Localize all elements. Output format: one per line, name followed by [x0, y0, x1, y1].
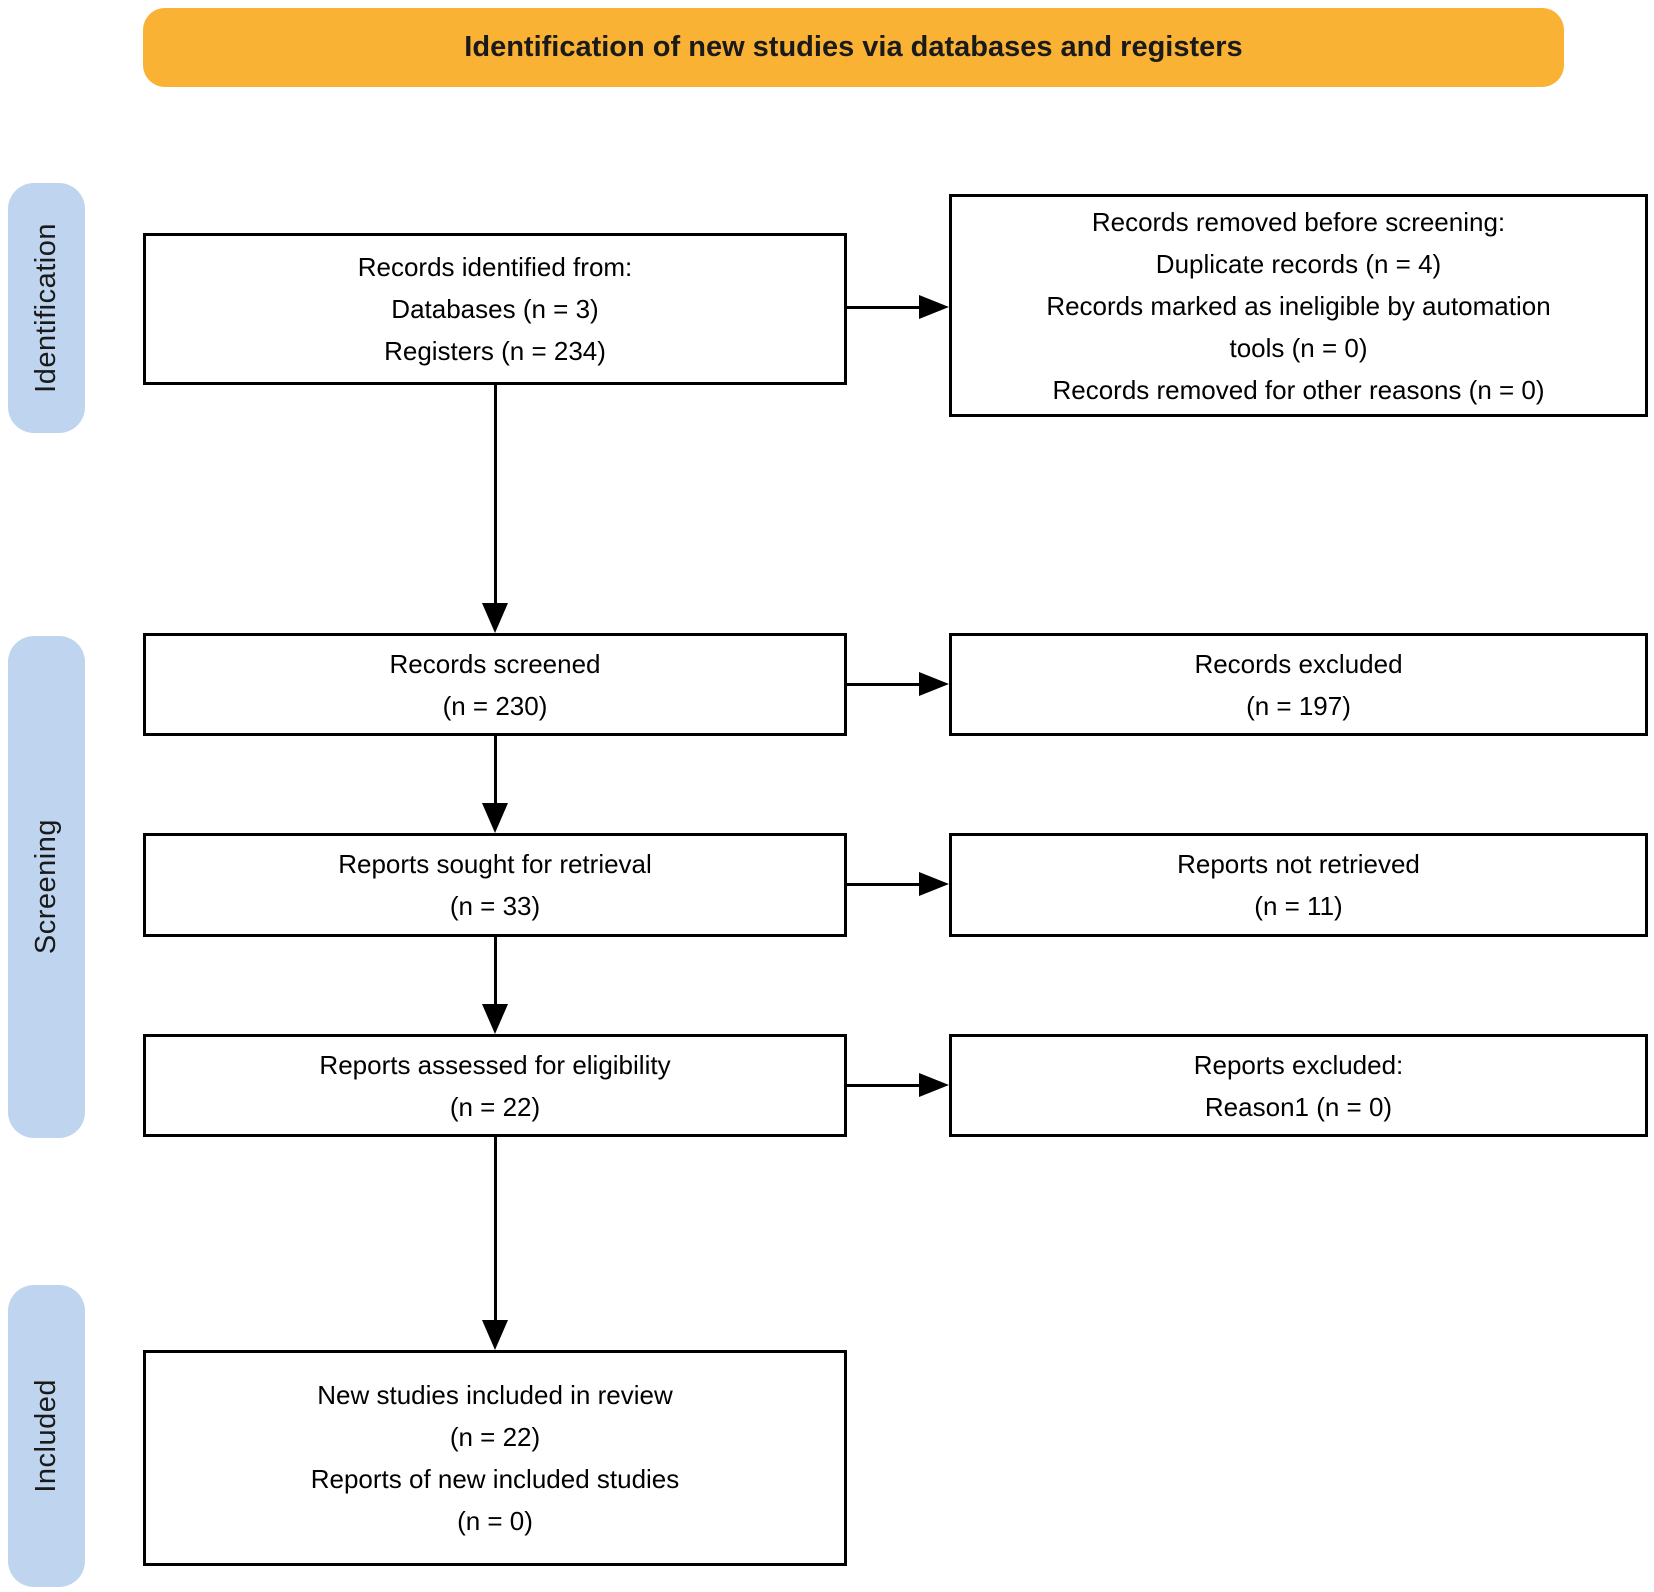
- box-text-line: Reports assessed for eligibility: [319, 1049, 671, 1080]
- stage-bar-screening: [8, 636, 85, 1138]
- records-removed-box: [949, 194, 1648, 417]
- box-text-line: (n = 230): [442, 690, 548, 721]
- reports-assessed-box: [143, 1034, 847, 1137]
- arrow-line: [847, 883, 919, 886]
- arrow-right-icon: [919, 872, 949, 896]
- diagram-title-banner: [143, 8, 1564, 87]
- box-text-line: Records removed for other reasons (n = 0): [1052, 374, 1545, 405]
- box-text-line: Records marked as ineligible by automation: [1046, 290, 1551, 321]
- box-text-line: Records screened: [389, 648, 601, 679]
- box-text-line: (n = 22): [449, 1422, 541, 1452]
- box-text-line: Reports not retrieved: [1177, 849, 1420, 879]
- box-text-line: Reason1 (n = 0): [1204, 1091, 1393, 1122]
- reports-sought-box: [143, 833, 847, 937]
- arrow-line: [494, 937, 497, 1004]
- box-text-line: Reports excluded:: [1193, 1049, 1404, 1080]
- stage-label-screening: Screening: [30, 819, 62, 955]
- stage-bar-identification: [8, 183, 85, 433]
- arrow-line: [847, 1084, 919, 1087]
- box-text-line: New studies included in review: [317, 1380, 673, 1410]
- arrow-right-icon: [919, 295, 949, 319]
- reports-excluded-box: [949, 1034, 1648, 1137]
- stage-label-identification: Identification: [30, 223, 62, 393]
- box-text-line: (n = 22): [449, 1091, 541, 1122]
- arrow-right-icon: [919, 1073, 949, 1097]
- arrow-line: [847, 683, 919, 686]
- box-text-line: Records identified from:: [357, 252, 633, 282]
- arrow-line: [494, 1137, 497, 1320]
- reports-not-retrieved-box: [949, 833, 1648, 937]
- stage-label-included: Included: [30, 1379, 62, 1493]
- box-text-line: tools (n = 0): [1229, 332, 1368, 363]
- arrow-line: [847, 306, 919, 309]
- box-text-line: Duplicate records (n = 4): [1155, 248, 1442, 279]
- box-text-line: Records removed before screening:: [1091, 206, 1506, 237]
- arrow-down-icon: [482, 603, 508, 633]
- arrow-line: [494, 385, 497, 603]
- arrow-down-icon: [482, 803, 508, 833]
- box-text-line: (n = 33): [449, 891, 541, 921]
- arrow-down-icon: [482, 1320, 508, 1350]
- stage-bar-included: [8, 1285, 85, 1587]
- new-studies-included-box: [143, 1350, 847, 1566]
- box-text-line: Reports sought for retrieval: [338, 849, 652, 879]
- box-text-line: (n = 11): [1254, 891, 1343, 921]
- diagram-title: Identification of new studies via databases and registers: [464, 31, 1243, 63]
- records-identified-box: [143, 233, 847, 385]
- box-text-line: Records excluded: [1194, 648, 1403, 679]
- records-screened-box: [143, 633, 847, 736]
- box-text-line: (n = 0): [457, 1506, 533, 1536]
- records-excluded-box: [949, 633, 1648, 736]
- box-text-line: (n = 197): [1246, 690, 1351, 721]
- arrow-down-icon: [482, 1004, 508, 1034]
- arrow-line: [494, 736, 497, 803]
- box-text-line: Reports of new included studies: [310, 1464, 680, 1494]
- arrow-right-icon: [919, 672, 949, 696]
- box-text-line: Databases (n = 3): [391, 294, 599, 324]
- box-text-line: Registers (n = 234): [384, 336, 606, 366]
